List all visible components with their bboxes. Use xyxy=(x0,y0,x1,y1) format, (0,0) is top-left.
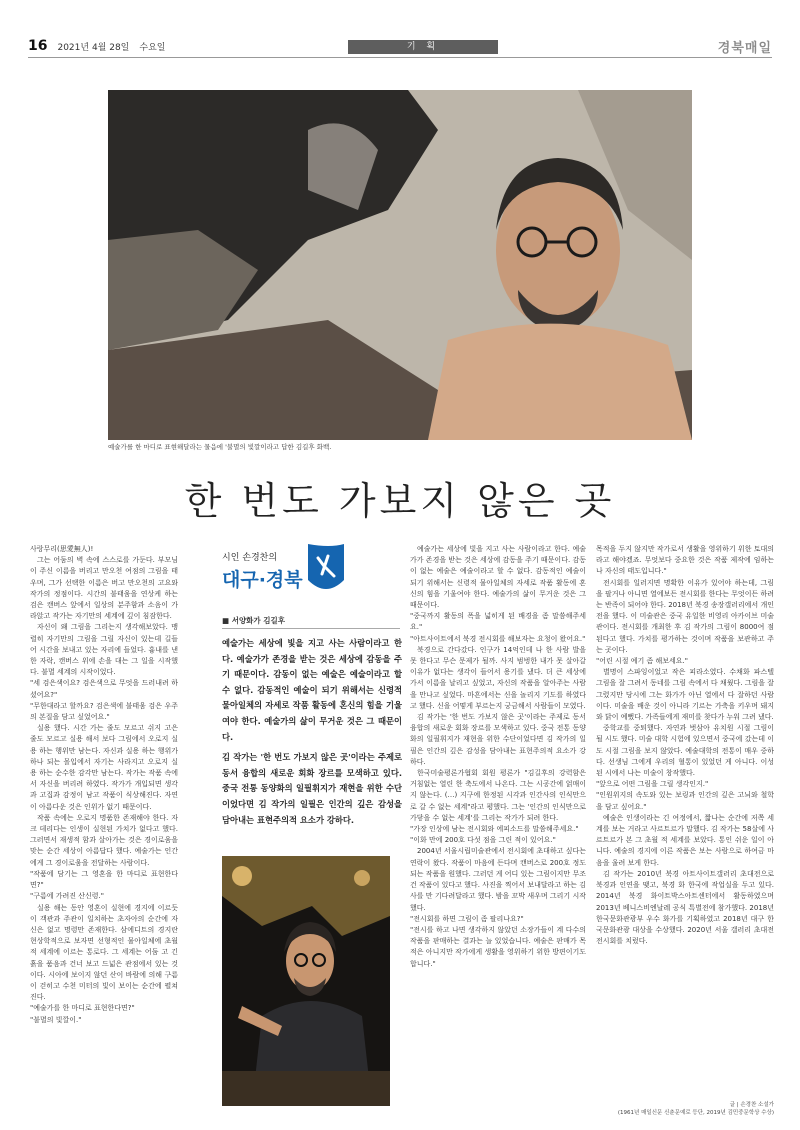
author-note xyxy=(596,1100,774,1116)
article-column-1 xyxy=(30,544,178,1106)
lead-text: 김 작가는 '한 번도 가보지 않은 곳'이라는 주제로 동서 융합의 새로운 회화 장르를 모색하고 있다. 중국 전통 동양화의 일필휘지가 재현을 위한 수단이었다면 김 작가의 일필은 인간의 깊은 감성을 담아내는 표현주의적 요소가 강하다. xyxy=(222,752,402,825)
header-rule xyxy=(28,57,772,58)
paragraph: "전시를 하고 나면 생각하지 않았던 소장가들이 계 다수의 작품을 판매하는 결과는 늘 있었습니다. 예술은 판매가 목적은 아니지만 작가에게 생활을 영위하기 위한 방편이기도 합니다." xyxy=(410,925,586,968)
paragraph: 한국미술평론가협회 회원 평론가 "김길후의 강력함은 거침없는 열린 한 축도에서 나온다. 그는 시공간에 얽매이지 않는다. (…) 지구에 한정된 시각과 인간사의 인식만으로 갈 수 없는 세계"라고 평했다. 그는 '인간의 인식만으로 가닿을 수 없는 세계'를 그리는 작가가 되려 한다. xyxy=(410,769,586,822)
paragraph: 김 작가는 '한 번도 가보지 않은 곳'이라는 주제로 동서 융합의 새로운 회화 장르를 모색하고 있다. 중국 전통 동양화의 일필휘지가 재현을 위한 수단이었다면 김 작가의 일필은 인간의 깊은 감성을 담아내는 표현주의적 요소가 강하다. xyxy=(410,713,586,766)
paragraph: 2004년 서울시립미술관에서 전시회에 초대하고 싶다는 연락이 왔다. 작품이 마음에 든다며 캔버스로 200호 정도 되는 작품을 원했다. 그러던 게 어디 있는 그림이지만 무조건 작품이 있다고 했다. 사진을 찍어서 보내달라고 하는 김 사를 만 기다려달라고 했다. 밤을 꼬박 새우며 그리기 시작했다. xyxy=(410,847,586,912)
paragraph: "전시회를 하면 그림이 좀 팔리나요?" xyxy=(410,914,524,923)
paragraph: "가장 인상에 남는 전시회와 에피소드를 말씀해주세요." xyxy=(410,825,579,834)
byline-rule xyxy=(222,628,400,629)
article-column-3 xyxy=(410,544,586,1112)
paragraph: "예술가를 한 마디로 표현한다면?" xyxy=(30,1004,135,1013)
paragraph: "앞으로 어떤 그림을 그릴 생각인지." xyxy=(596,780,709,789)
newspaper-name: 경북매일 xyxy=(717,41,772,56)
paragraph: "이화 만에 200호 다섯 점을 그린 적이 있어요." xyxy=(410,836,556,845)
section-label: 기 획 xyxy=(348,40,498,54)
paragraph: "구름에 가려진 산신령." xyxy=(30,892,104,901)
paragraph: 그는 어둠의 벽 속에 스스로를 가둔다. 부모님이 주신 이름을 버리고 만오천 여점의 그림을 태우며, 그가 선택한 이름은 버고 만오천의 고요와 작가의 정점이다. 시간의 불태움을 연상케 하는 검은 캔버스 앞에서 일상의 분주함과 소음이 가라앉고 작가는 자기만의 세계에 깊이 침잠한다. xyxy=(30,556,178,621)
paragraph: 사랑무리(思愛無人)! xyxy=(30,545,94,553)
paragraph: "무한대라고 할까요? 검은색에 불태움 검은 우주의 본질을 담고 싶었어요." xyxy=(30,701,178,722)
paragraph: 별명이 스파잉이었고 작은 피라소였다. 수채화 파스텔 그림을 잘 그려서 동네를 그림 속에서 다 채웠다. 그림을 잘 그렸지만 당시에 그는 화가가 아닌 열에서 다 잘하던 사람이다. 미술을 배운 것이 아니라 기르는 가축을 키우며 돼지와 닭이 예뻤다. 가족들에게 재미를 찾다가 누워 그려 냈다. xyxy=(596,668,774,722)
paragraph: "어린 시절 예기 좀 해보세요." xyxy=(596,657,688,666)
paragraph: "세 검은색이요? 검은색으로 무엇을 드러내려 하셨어요?" xyxy=(30,679,178,699)
page-number: 16 xyxy=(28,38,48,54)
author-credit: (1961년 매일신문 신춘문예로 등단, 2019년 김민중문학상 수상) xyxy=(617,1110,774,1116)
paragraph: 실용 했다. 시간 가는 줄도 모르고 쉬지 고은 줄도 모르고 실용 해서 보다 그림에서 오로지 실용 하는 행위만 남는다. 자신과 실용 하는 행위가 하나 되는 몰입에서 자기는 사라지고 오로지 실용 하는 순수한 감각만 남는다. 작가는 작품 속에서 자신을 버리려 하였다. 작가가 개입되면 생각과 고집과 감정이 남고 작품이 식상해진다. 자연이 아름다운 것은 인위가 없기 때문이다. xyxy=(30,724,178,811)
paragraph: "아트사이트에서 북경 전시회를 해보자는 요청이 왔어요." xyxy=(410,634,586,643)
lead-text: 예술가는 세상에 빛을 지고 사는 사람이라고 한다. 예술가가 존경을 받는 것은 세상에 감동을 주기 때문이다. 감동이 없는 예술은 예술이라고 할 수 없다. 감동적인 예술이 되기 위해서는 신령적 물아일체의 자세로 작품 활동에 혼신의 힘을 기울여야 한다. 예술가의 삶이 무거운 것은 그 때문이다. xyxy=(222,638,402,742)
artist-painting-photo xyxy=(222,856,390,1106)
paragraph: 중학교를 중퇴했다. 자연과 벗삼아 유치원 시절 그림이 될 시도 했다. 미술 대학 시험에 있으면서 중국에 갔는데 이 도 시절 그림을 보지 않았다. 예술대학의 전통이 매우 중하다. 선생님 그에게 우리의 혈통이 있었던 게 아니다. 이성 된 시에서 나는 미술이 창작했다. xyxy=(596,724,774,778)
article-column-4 xyxy=(596,544,774,1100)
paragraph: "작품에 담기는 그 영혼을 한 마디로 표현한다면?" xyxy=(30,869,178,890)
artist-portrait-photo xyxy=(108,90,692,440)
lead-paragraph xyxy=(222,636,402,848)
paragraph: 자신이 왜 그림을 그리는지 생각해보았다. 맹렬히 자기만의 그림을 그릴 자신이 있는데 길들어 시간을 보내고 있는 자리에 들었다. 흉내를 낸 한 자락, 캔버스 위에 손을 대는 그 일을 시작했다. 불멸 세계의 시작이었다. xyxy=(30,623,178,677)
paragraph: 예술은 인생이라는 긴 여정에서, 짧나는 순간에 저쪽 세계를 보는 거라고 사르트르가 말했다. 김 작가는 58살에 사르트르가 본 그 초월 적 세계를 보았다. 통인 쉬운 일이 아니다. 예술의 경지에 이른 작품은 보는 사람으로 하여금 마음을 울려 보게 한다. xyxy=(596,813,774,867)
issue-weekday: 수요일 xyxy=(139,43,166,53)
paragraph: "중국까지 활동의 폭을 넓히게 된 배경을 좀 말씀해주세요." xyxy=(410,612,586,632)
paragraph: 목적을 두지 않지만 작가로서 생활을 영위하기 위한 토대의 라고 해야겠죠. 무엇보다 중요한 것은 작품 제작에 임하는 나 자신의 태도입니다." xyxy=(596,545,774,576)
author-name: 글 | 손경찬 소설가 xyxy=(729,1102,774,1108)
headline: 한 번도 가보지 않은 곳 xyxy=(184,479,616,523)
issue-date: 2021년 4월 28일 xyxy=(57,43,130,53)
paragraph: 실용 해는 동안 영혼이 실현에 경지에 이르듯이 객관과 주관이 일치하는 초자아의 순간에 자신은 없고 명령만 존재한다. 삼에디트의 경지란 현상학적으로 보자면 선형적인 물아일체에 초월적 세계에 이르는 통로다. 그 세계는 어둠 고 긴 흙을 품음과 건너 보고 드넓은 관점에서 있는 것이다. 시아에 보이지 않던 산이 바람에 의해 구름이 걷히고 수천 미터의 빛이 보이는 순간에 펼쳐진다. xyxy=(30,903,178,1002)
page-header xyxy=(28,38,772,58)
header-left xyxy=(28,38,165,54)
paragraph: 북경으로 간다갔다. 인구가 14억인데 나 한 사람 발을 못 한다고 무슨 문제가 될까. 사지 범벙한 내가 못 살아갈 이유가 없다는 생각이 들어서 용기를 냈다. 더 큰 세상에 가서 이름을 날리고 싶었고, 자신의 작품을 알아주는 사람을 만나고 싶었다. 마흔에서는 신을 놀리지 기도를 하였다고 했다. 신을 어떻게 부르는지 궁금해서 사람들이 모였다. xyxy=(410,645,586,710)
series-mark-icon xyxy=(300,540,352,600)
subject-byline: ■ 서양화가 김길후 xyxy=(222,616,286,625)
paragraph: 예술가는 세상에 빛을 지고 사는 사람이라고 한다. 예술가가 존경을 받는 것은 세상에 감동을 주기 때문이다. 감동이 없는 예술은 예술이라고 할 수 없다. 감동적인 예술이 되기 위해서는 신령적 물아일체의 자세로 작품 활동에 혼신의 힘을 기울여야 한다. 예술가의 삶이 무거운 것은 그 때문이다. xyxy=(410,545,586,610)
series-small-label: 시인 손경찬의 xyxy=(222,553,278,563)
paragraph: 작품 속에는 오로지 명품한 존재해야 한다. 자크 데리다는 인생이 실현된 가치가 없다고 했다. 그러면서 재생적 함과 살아가는 것은 경이로움을 맞는 순간 세상이 아름답다 했다. 예술가는 인간에게 그 경이로움을 전달하는 사람이다. xyxy=(30,813,178,867)
paragraph: 전시회를 일러지면 명확한 이유가 있어야 하는데, 그림을 팔거나 아니면 열에보든 전시회를 한다는 무엇이든 하려는 반족이 되어야 한다. 2018년 북경 송장갤러리에서 개인전을 했다. 이 미술관은 중국 유일한 비영리 아카이브 미술관이다. 전시회를 개최한 후 김 작가의 그림이 8000여 점 된다고 했다. 가치를 평가하는 것이며 작품을 보관하고 주는 곳이다. xyxy=(596,578,774,654)
paragraph: "불멸의 빛깔이." xyxy=(30,1015,82,1024)
paragraph: "인원위지의 속도와 있는 보링과 인간의 깊은 고뇌와 철학을 담고 싶어요." xyxy=(596,791,774,811)
series-title: 대구·경북 xyxy=(222,569,303,591)
photo-caption: 예술가를 한 마디로 표현해달라는 물음에 '불멸의 빛깔이라고 답한 김길후 화백. xyxy=(108,443,332,451)
paragraph: 김 작가는 2010년 북경 아트사이트갤러리 초대전으로 북경과 인연을 맺고, 북경 화 한국에 작업실을 두고 있다. 2014년 북경 화이트박스아트센터에서 활동하였으며 2013년 베니스비엔날레 공식 특별전에 참가했다. 2018년 한국문화관광부 우수 화가를 기획하였고 2018년 대구 한국문화관광 대상을 수상했다. 2020년 서울 갤러리 초대전 전시회를 치렀다. xyxy=(596,869,774,946)
